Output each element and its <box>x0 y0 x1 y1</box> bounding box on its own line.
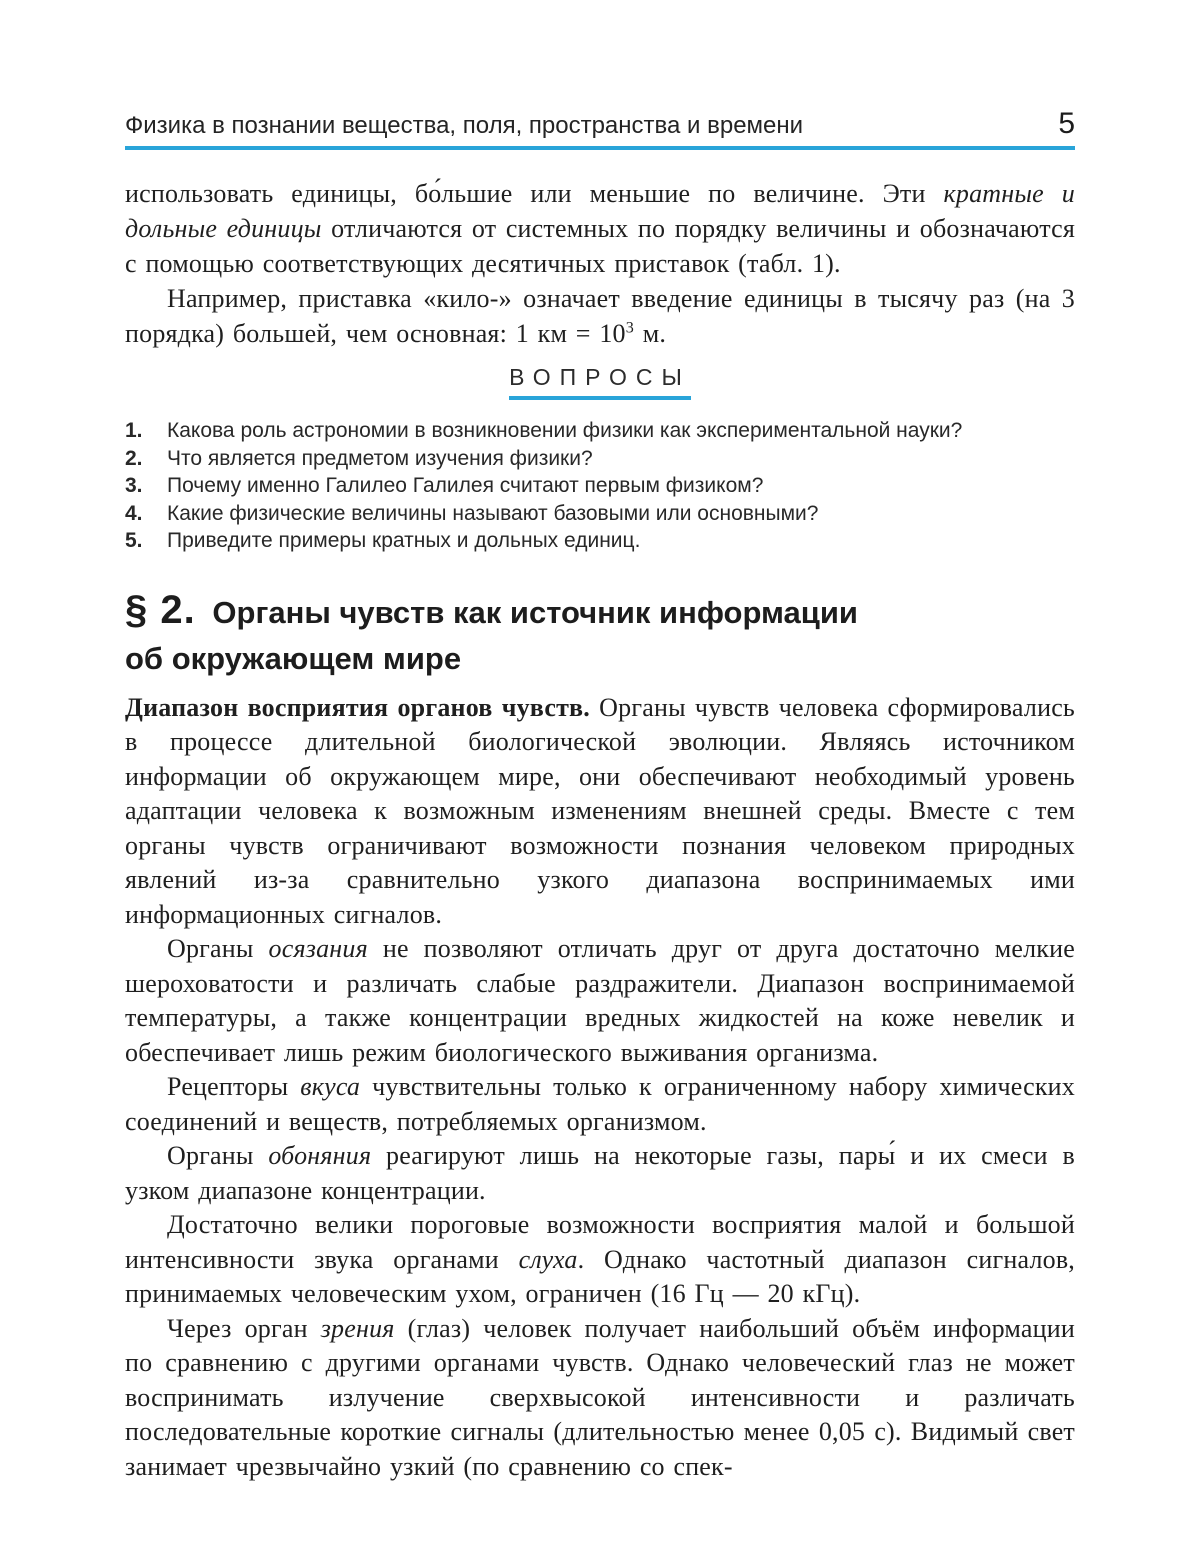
question-number: 1. <box>125 419 143 442</box>
question-number: 3. <box>125 474 143 497</box>
text-run: Рецепторы <box>167 1072 301 1101</box>
question-number: 4. <box>125 501 143 525</box>
questions-list <box>125 417 1075 555</box>
question-item <box>125 527 1075 555</box>
text-run: обоняния <box>268 1141 372 1170</box>
question-text: Что является предметом изучения физики? <box>167 446 593 470</box>
text-run: использовать единицы, бо́льшие или меньшие по величине. Эти <box>125 179 944 208</box>
running-header-title: Физика в познании вещества, поля, пространства и времени <box>125 112 804 139</box>
text-run: чувствительны только к ограниченному набору химических соединений и веществ, потребляемых организмом. <box>125 1072 1075 1136</box>
section-title-line2: об окружающем мире <box>125 640 462 676</box>
text-run: Диапазон восприятия органов чувств. <box>125 692 600 722</box>
text-run: реагируют лишь на некоторые газы, пары́ и их смеси в узком диапазоне концентрации. <box>125 1141 1075 1205</box>
section-title-line1: Органы чувств как источник информации <box>212 594 858 630</box>
questions-heading: ВОПРОСЫ <box>509 364 691 390</box>
question-text: Какие физические величины называют базовыми или основными? <box>167 501 819 525</box>
text-run: вкуса <box>300 1072 361 1101</box>
text-run: Органы чувств человека сформировались в процессе длительной биологической эволюции. Являясь источником информации об окружающем мире, они обеспечивают необходимый уровень адаптации человека к возможным изменениям внешней среды. Вместе с тем органы чувств ограничивают возможности познания человеком природных явлений из-за сравнительно узкого диапазона воспринимаемых ими информационных сигналов. <box>125 692 1075 929</box>
body-paragraph <box>125 932 1075 1070</box>
body-paragraph <box>125 1070 1075 1139</box>
text-run: отличаются от системных по порядку величины и обозначаются с помощью соответствующих десятичных приставок (табл. 1). <box>125 214 1075 278</box>
questions-section <box>125 363 1075 555</box>
question-text: Приведите примеры кратных и дольных единиц. <box>167 529 641 552</box>
text-run: Через орган <box>167 1313 321 1343</box>
text-run: м. <box>634 319 667 348</box>
page-header <box>125 107 1075 150</box>
questions-underline <box>509 396 691 400</box>
header-row <box>125 107 1075 140</box>
header-rule <box>125 146 1075 150</box>
text-run: 3 <box>625 319 635 337</box>
body-paragraph <box>125 1312 1075 1485</box>
text-run: слуха <box>518 1244 578 1274</box>
section-heading <box>125 587 1075 679</box>
question-item <box>125 500 1075 528</box>
section-heading-line1 <box>125 587 858 632</box>
page-number: 5 <box>1058 107 1075 140</box>
text-run: . Однако частотный диапазон сигналов, принимаемых человеческим ухом, ограничен (16 Гц — 20 кГц). <box>125 1244 1076 1308</box>
intro-paragraph <box>125 281 1075 351</box>
text-run: осязания <box>268 934 368 963</box>
intro-section <box>125 176 1075 351</box>
body-paragraph <box>125 1139 1075 1208</box>
question-item <box>125 417 1075 445</box>
text-run: Органы <box>167 1141 269 1170</box>
body-paragraph <box>125 1208 1075 1312</box>
text-run: Достаточно велики пороговые возможности восприятия малой и большой интенсивности звука органами <box>125 1210 1075 1274</box>
main-text-section <box>125 691 1075 1485</box>
text-run: кратные и дольные единицы <box>125 179 1075 243</box>
question-item <box>125 445 1075 473</box>
section-number: § 2. <box>125 587 196 632</box>
question-number: 2. <box>125 446 143 470</box>
question-item <box>125 472 1075 500</box>
question-text: Какова роль астрономии в возникновении физики как экспериментальной науки? <box>167 419 963 442</box>
body-paragraph <box>125 691 1075 933</box>
question-number: 5. <box>125 529 143 552</box>
text-run: Например, приставка «кило-» означает введение единицы в тысячу раз (на 3 порядка) большей, чем основная: 1 км = 10 <box>125 284 1075 348</box>
question-text: Почему именно Галилео Галилея считают первым физиком? <box>167 474 764 497</box>
intro-paragraph <box>125 176 1075 281</box>
text-run: не позволяют отличать друг от друга достаточно мелкие шероховатости и различать слабые раздражители. Диапазон воспринимаемой температуры, а также концентрации вредных жидкостей на коже невелик и обеспечивает лишь режим биологического выживания организма. <box>125 934 1075 1067</box>
page-content <box>125 107 1076 1484</box>
text-run: Органы <box>167 934 269 963</box>
text-run: зрения <box>320 1313 395 1343</box>
text-run: (глаз) человек получает наибольший объём информации по сравнению с другими органами чувств. Однако человеческий глаз не может воспринимать излучение сверхвысокой интенсивности и различать последовательные короткие сигналы (длительностью менее 0,05 с). Видимый свет занимает чрезвычайно узкий (по сравнению со спек- <box>125 1313 1075 1481</box>
